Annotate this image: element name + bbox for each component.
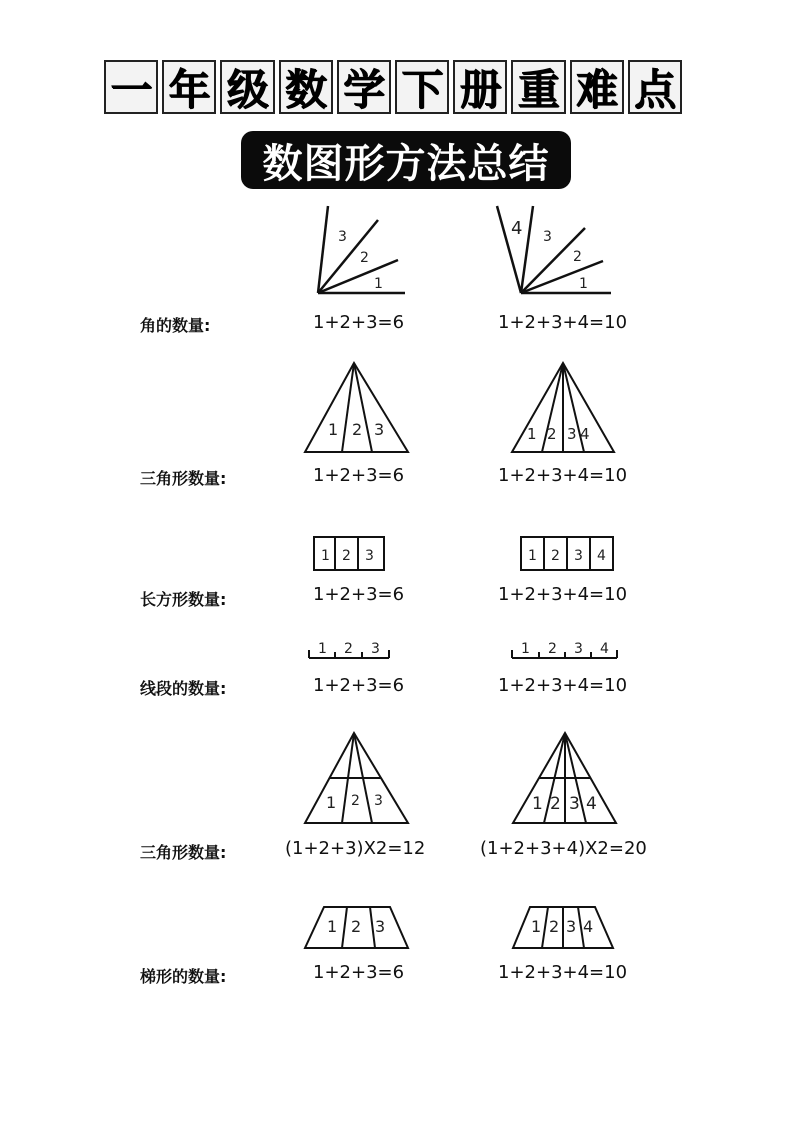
segment-number: 2 bbox=[344, 641, 353, 657]
title-char: 点 bbox=[628, 60, 682, 114]
row-label: 梯形的数量: bbox=[140, 967, 227, 986]
rectangle-number: 3 bbox=[574, 548, 583, 564]
row-label: 三角形数量: bbox=[140, 469, 227, 488]
row-label: 线段的数量: bbox=[140, 679, 227, 698]
angle-number: 4 bbox=[511, 218, 523, 239]
rectangle-number: 2 bbox=[551, 548, 560, 564]
triangle-number: 2 bbox=[550, 794, 561, 814]
angle-number: 1 bbox=[579, 276, 588, 292]
segment-number: 1 bbox=[318, 641, 327, 657]
rectangle-figure-4 bbox=[520, 536, 616, 572]
segment-number: 3 bbox=[574, 641, 583, 657]
angle-number: 2 bbox=[360, 250, 369, 266]
angle-figure-4 bbox=[493, 200, 618, 300]
trapezoid-number: 2 bbox=[549, 917, 560, 936]
triangle-number: 1 bbox=[328, 420, 339, 439]
formula: 1+2+3+4=10 bbox=[498, 675, 628, 696]
trapezoid-figure-4 bbox=[510, 904, 616, 950]
rectangle-number: 4 bbox=[597, 548, 606, 564]
triangle-number: 2 bbox=[351, 793, 360, 809]
row-label: 角的数量: bbox=[140, 316, 211, 335]
trapezoid-number: 3 bbox=[566, 917, 577, 936]
triangle-fan-figure-3 bbox=[302, 360, 412, 455]
formula: 1+2+3+4=10 bbox=[498, 962, 628, 983]
trapezoid-number: 4 bbox=[583, 917, 594, 936]
trapezoid-figure-3 bbox=[302, 904, 412, 950]
trapezoid-number: 2 bbox=[351, 917, 362, 936]
segment-figure-4 bbox=[509, 640, 621, 664]
formula: 1+2+3=6 bbox=[313, 962, 405, 983]
subtitle-banner: 数图形方法总结 bbox=[241, 131, 571, 189]
triangle-number: 3 bbox=[567, 425, 577, 443]
segment-figure-3 bbox=[306, 640, 392, 664]
formula: (1+2+3)X2=12 bbox=[285, 838, 426, 859]
formula: 1+2+3=6 bbox=[313, 312, 405, 333]
page-title bbox=[104, 60, 682, 116]
segment-number: 1 bbox=[521, 641, 530, 657]
formula: 1+2+3+4=10 bbox=[498, 465, 628, 486]
angle-figure-3 bbox=[310, 200, 410, 300]
triangle-split-figure-3 bbox=[302, 730, 412, 826]
triangle-number: 2 bbox=[352, 420, 363, 439]
title-char: 年 bbox=[162, 60, 216, 114]
title-char: 难 bbox=[570, 60, 624, 114]
row-label: 长方形数量: bbox=[140, 590, 227, 609]
segment-number: 4 bbox=[600, 641, 609, 657]
triangle-number: 1 bbox=[326, 793, 337, 812]
title-char: 下 bbox=[395, 60, 449, 114]
title-char: 学 bbox=[337, 60, 391, 114]
title-char: 一 bbox=[104, 60, 158, 114]
trapezoid-number: 3 bbox=[375, 917, 386, 936]
triangle-split-figure-4 bbox=[510, 730, 620, 826]
title-char: 重 bbox=[511, 60, 565, 114]
triangle-number: 4 bbox=[586, 794, 597, 814]
triangle-number: 3 bbox=[569, 794, 580, 814]
row-label: 三角形数量: bbox=[140, 843, 227, 862]
triangle-number: 2 bbox=[547, 425, 557, 443]
angle-number: 1 bbox=[374, 276, 383, 292]
rectangle-number: 2 bbox=[342, 548, 351, 564]
triangle-number: 4 bbox=[580, 425, 590, 443]
title-char: 册 bbox=[453, 60, 507, 114]
triangle-number: 1 bbox=[532, 794, 543, 814]
title-char: 级 bbox=[220, 60, 274, 114]
formula: 1+2+3=6 bbox=[313, 465, 405, 486]
formula: 1+2+3+4=10 bbox=[498, 584, 628, 605]
rectangle-number: 1 bbox=[528, 548, 537, 564]
title-char: 数 bbox=[279, 60, 333, 114]
rectangle-number: 1 bbox=[321, 548, 330, 564]
rectangle-number: 3 bbox=[365, 548, 374, 564]
rectangle-figure-3 bbox=[313, 536, 387, 572]
trapezoid-number: 1 bbox=[327, 917, 338, 936]
angle-number: 3 bbox=[338, 229, 347, 245]
angle-number: 3 bbox=[543, 229, 552, 245]
triangle-number: 3 bbox=[374, 793, 383, 809]
segment-number: 2 bbox=[548, 641, 557, 657]
triangle-number: 1 bbox=[527, 425, 537, 443]
formula: (1+2+3+4)X2=20 bbox=[480, 838, 647, 859]
formula: 1+2+3=6 bbox=[313, 675, 405, 696]
trapezoid-number: 1 bbox=[531, 917, 542, 936]
triangle-number: 3 bbox=[374, 420, 385, 439]
triangle-fan-figure-4 bbox=[508, 360, 618, 455]
formula: 1+2+3+4=10 bbox=[498, 312, 628, 333]
angle-number: 2 bbox=[573, 249, 582, 265]
segment-number: 3 bbox=[371, 641, 380, 657]
formula: 1+2+3=6 bbox=[313, 584, 405, 605]
